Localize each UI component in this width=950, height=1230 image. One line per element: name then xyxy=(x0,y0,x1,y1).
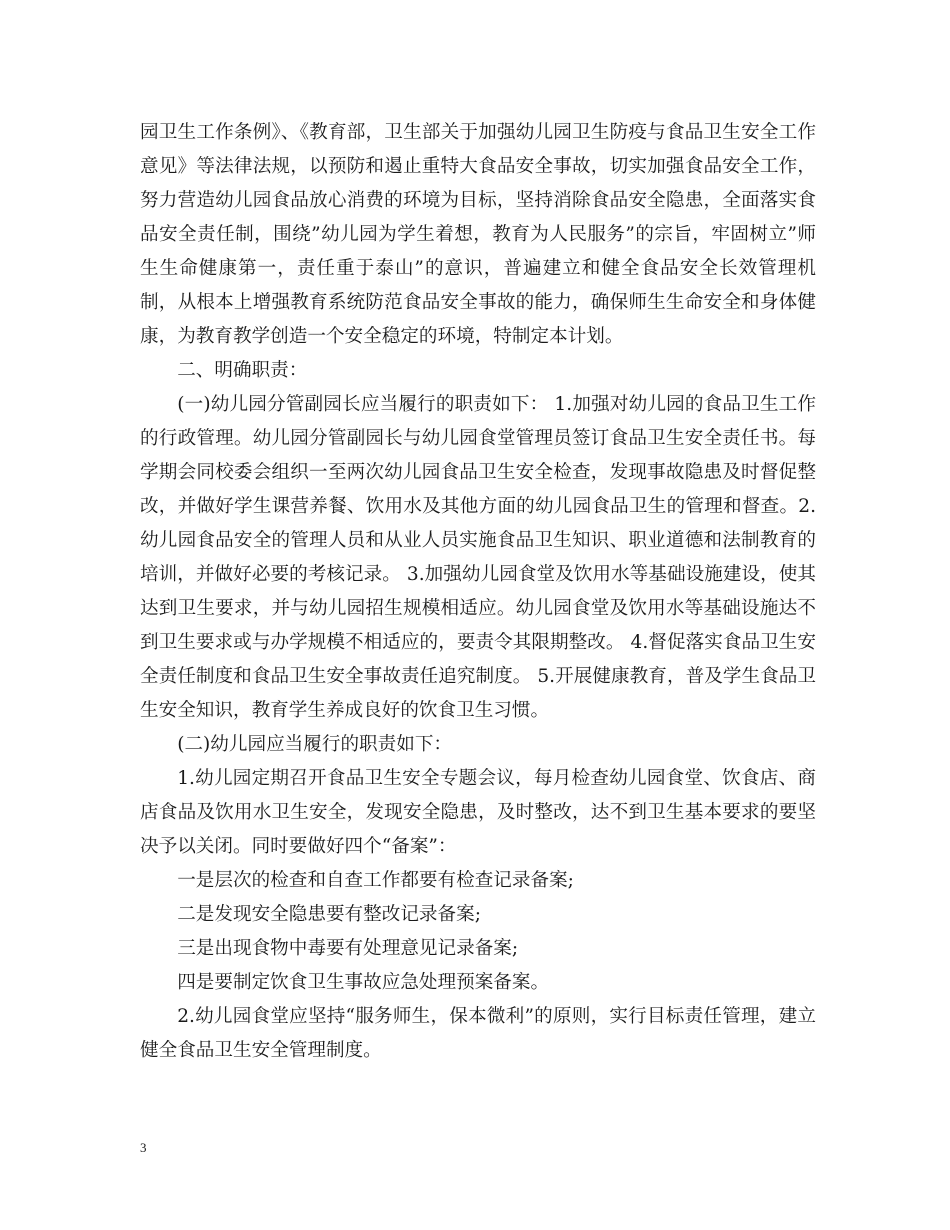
document-body xyxy=(140,116,816,1068)
page-number: 3 xyxy=(140,1140,147,1155)
list-item-record-2: 二是发现安全隐患要有整改记录备案; xyxy=(177,904,481,925)
paragraph-vice-director-duties: (一)幼儿园分管副园长应当履行的职责如下： 1.加强对幼儿园的食品卫生工作的行政管理。幼儿园分管副园长与幼儿园食堂管理员签订食品卫生安全责任书。每学期会同校委会组织一至两次幼儿园食品卫生安全检查，发现事故隐患及时督促整改，并做好学生课营养餐、饮用水及其他方面的幼儿园食品卫生的管理和督查。2.幼儿园食品安全的管理人员和从业人员实施食品卫生知识、职业道德和法制教育的培训，并做好必要的考核记录。 3.加强幼儿园食堂及饮用水等基础设施建设，使其达到卫生要求，并与幼儿园招生规模相适应。幼儿园食堂及饮用水等基础设施达不到卫生要求或与办学规模不相适应的，要责令其限期整改。 4.督促落实食品卫生安全责任制度和食品卫生安全事故责任追究制度。 5.开展健康教育，普及学生食品卫生安全知识，教育学生养成良好的饮食卫生习惯。 xyxy=(140,394,816,721)
list-item-record-4: 四是要制定饮食卫生事故应急处理预案备案。 xyxy=(177,972,550,993)
paragraph-duty-2: 2.幼儿园食堂应坚持“服务师生，保本微利”的原则，实行目标责任管理，建立健全食品卫生安全管理制度。 xyxy=(140,1006,816,1061)
list-item-record-1: 一是层次的检查和自查工作都要有检查记录备案; xyxy=(177,870,574,891)
subheading-kindergarten-duties: (二)幼儿园应当履行的职责如下： xyxy=(177,734,453,755)
paragraph-intro-continuation: 园卫生工作条例》、《教育部，卫生部关于加强幼儿园卫生防疫与食品卫生安全工作意见》等法律法规，以预防和遏止重特大食品安全事故，切实加强食品安全工作，努力营造幼儿园食品放心消费的环境为目标，坚持消除食品安全隐患，全面落实食品安全责任制，围绕”幼儿园为学生着想，教育为人民服务”的宗旨，牢固树立”师生生命健康第一，责任重于泰山”的意识，普遍建立和健全食品安全长效管理机制，从根本上增强教育系统防范食品安全事故的能力，确保师生生命安全和身体健康，为教育教学创造一个安全稳定的环境，特制定本计划。 xyxy=(140,122,816,347)
section-heading-responsibilities: 二、明确职责： xyxy=(177,360,308,381)
paragraph-duty-1: 1.幼儿园定期召开食品卫生安全专题会议，每月检查幼儿园食堂、饮食店、商店食品及饮用水卫生安全，发现安全隐患，及时整改，达不到卫生基本要求的要坚决予以关闭。同时要做好四个“备案”： xyxy=(140,768,816,857)
list-item-record-3: 三是出现食物中毒要有处理意见记录备案; xyxy=(177,938,519,959)
